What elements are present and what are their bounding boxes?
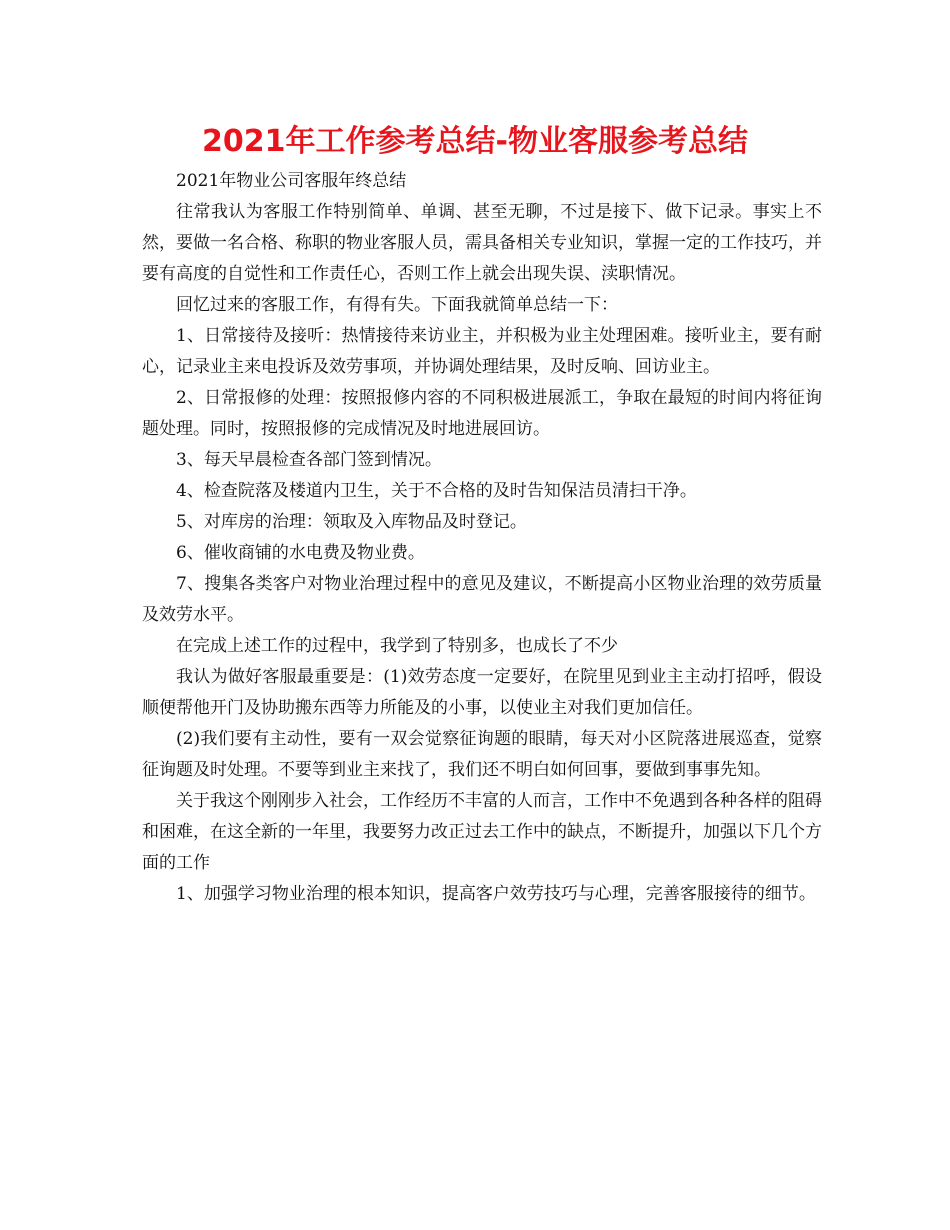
paragraph-key-point-2: (2)我们要有主动性，要有一双会觉察征询题的眼睛，每天对小区院落进展巡查，觉察征询题及时处理。不要等到业主来找了，我们还不明白如何回事，要做到事事先知。: [142, 729, 822, 780]
list-item-feedback: 7、搜集各类客户对物业治理过程中的意见及建议，不断提高小区物业治理的效劳质量及效劳水平。: [142, 574, 822, 625]
list-item-warehouse: 5、对库房的治理：领取及入库物品及时登记。: [176, 512, 527, 532]
list-item-fees: 6、催收商铺的水电费及物业费。: [176, 543, 425, 563]
paragraph-key-point-1: 我认为做好客服最重要是：(1)效劳态度一定要好，在院里见到业主主动打招呼，假设顺便帮他开门及协助搬东西等力所能及的小事，以使业主对我们更加信任。: [142, 667, 822, 718]
list-item-reception: 1、日常接待及接听：热情接待来访业主，并积极为业主处理困难。接听业主，要有耐心，记录业主来电投诉及效劳事项，并协调处理结果，及时反响、回访业主。: [142, 326, 822, 377]
document-body: [142, 166, 822, 910]
list-item-hygiene: 4、检查院落及楼道内卫生，关于不合格的及时告知保洁员清扫干净。: [176, 481, 697, 501]
paragraph-intro: 往常我认为客服工作特别简单、单调、甚至无聊，不过是接下、做下记录。事实上不然，要做一名合格、称职的物业客服人员，需具备相关专业知识，掌握一定的工作技巧，并要有高度的自觉性和工作责任心，否则工作上就会出现失误、渎职情况。: [142, 202, 822, 284]
list-item-repairs: 2、日常报修的处理：按照报修内容的不同积极进展派工，争取在最短的时间内将征询题处理。同时，按照报修的完成情况及时地进展回访。: [142, 388, 822, 439]
document-title: 2021年工作参考总结-物业客服参考总结: [202, 124, 748, 159]
paragraph-review: 回忆过来的客服工作，有得有失。下面我就简单总结一下：: [176, 295, 618, 315]
list-item-learning: 1、加强学习物业治理的根本知识，提高客户效劳技巧与心理，完善客服接待的细节。: [176, 884, 816, 904]
paragraph-subtitle: 2021年物业公司客服年终总结: [176, 171, 407, 191]
paragraph-plans: 关于我这个刚刚步入社会，工作经历不丰富的人而言，工作中不免遇到各种各样的阻碍和困难，在这全新的一年里，我要努力改正过去工作中的缺点，不断提升，加强以下几个方面的工作: [142, 791, 822, 873]
paragraph-growth: 在完成上述工作的过程中，我学到了特别多，也成长了不少: [176, 636, 618, 656]
list-item-attendance: 3、每天早晨检查各部门签到情况。: [176, 450, 442, 470]
